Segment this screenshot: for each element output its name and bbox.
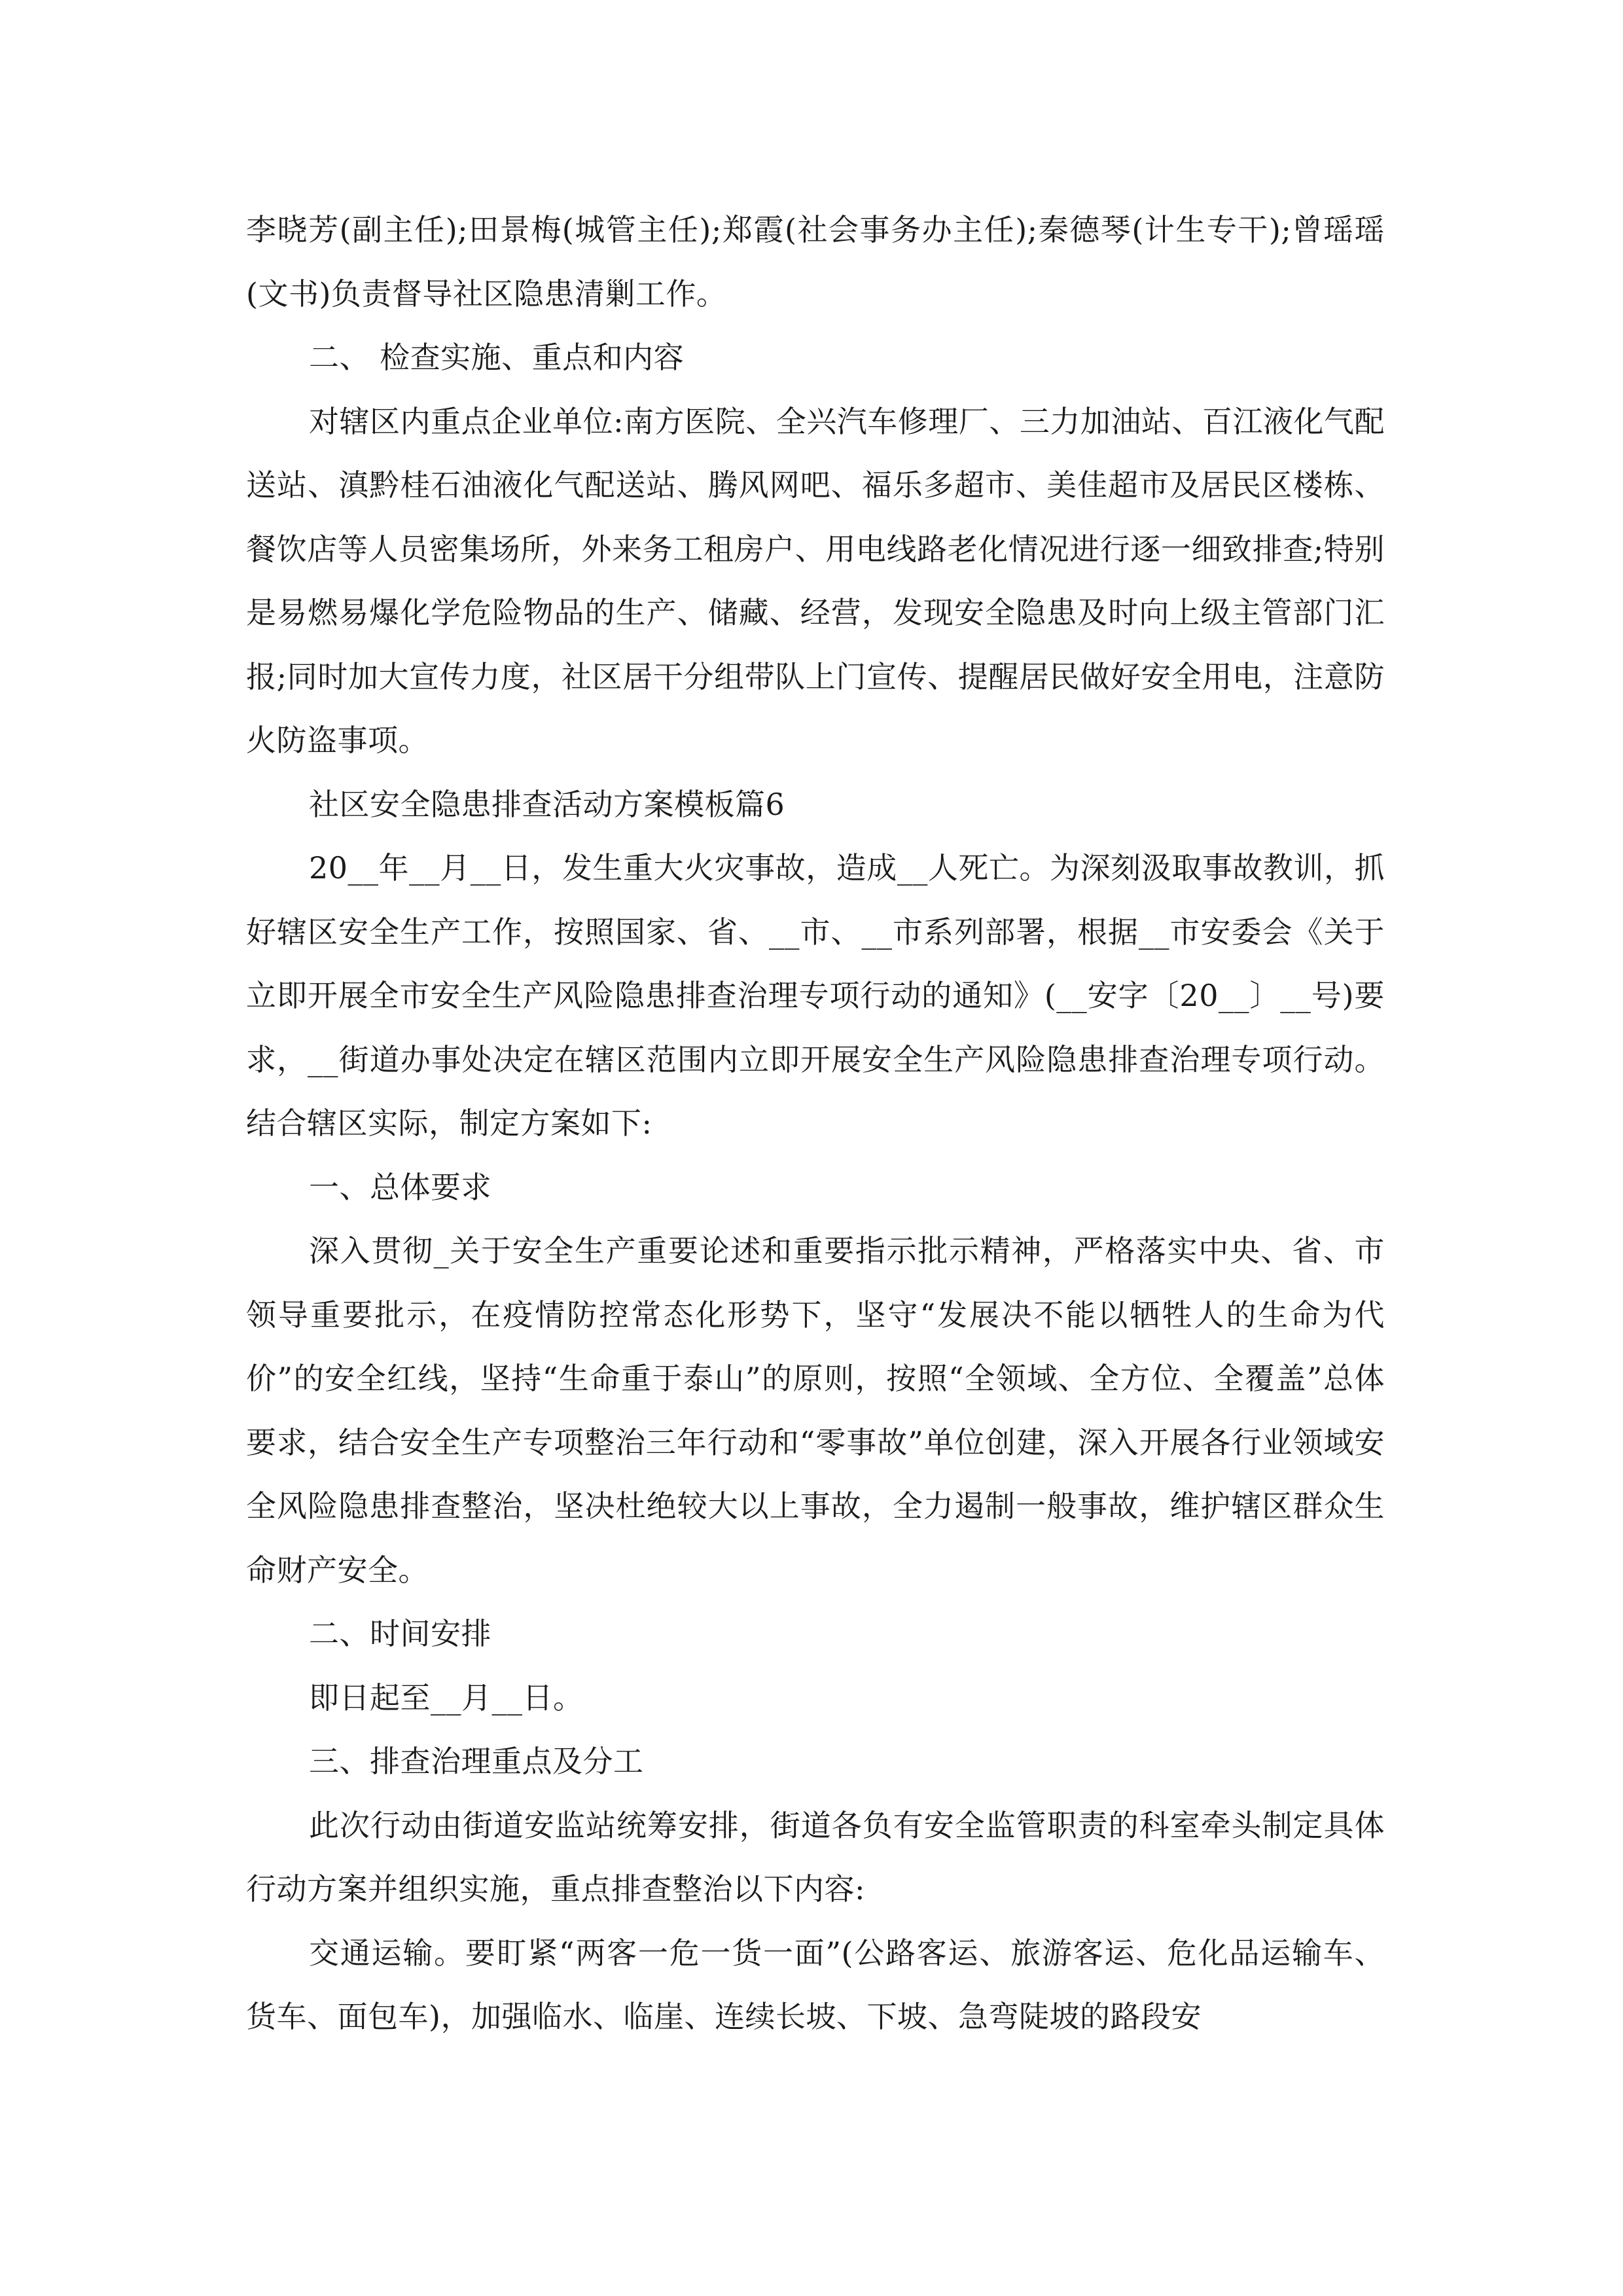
section-heading-focus-division: 三、排查治理重点及分工 — [309, 1744, 644, 1779]
section-heading-inspection: 二、 检查实施、重点和内容 — [309, 340, 685, 375]
paragraph-background: 20__年__月__日，发生重大火灾事故，造成__人死亡。为深刻汲取事故教训，抓好辖区安全生产工作，按照国家、省、__市、__市系列部署，根据__市安委会《关于立即开展全市安全生产风险隐患排查治理专项行动的通知》(__安字〔20__〕__号)要求，__街道办事处决定在辖区范围内立即开展安全生产风险隐患排查治理专项行动。结合辖区实际，制定方案如下: — [246, 850, 1385, 1141]
document-section-title: 社区安全隐患排查活动方案模板篇6 — [309, 786, 785, 822]
section-heading-general-requirements: 一、总体要求 — [309, 1169, 491, 1205]
paragraph-schedule: 即日起至__月__日。 — [309, 1679, 584, 1715]
paragraph-action-arrangement: 此次行动由街道安监站统筹安排，街道各负有安全监管职责的科室牵头制定具体行动方案并组织实施，重点排查整治以下内容: — [246, 1807, 1385, 1907]
paragraph-transportation: 交通运输。要盯紧“两客一危一货一面”(公路客运、旅游客运、危化品运输车、货车、面包车)，加强临水、临崖、连续长坡、下坡、急弯陡坡的路段安 — [246, 1935, 1385, 2034]
section-heading-schedule: 二、时间安排 — [309, 1616, 491, 1651]
paragraph-general-requirements: 深入贯彻_关于安全生产重要论述和重要指示批示精神，严格落实中央、省、市领导重要批示，在疫情防控常态化形势下，坚守“发展决不能以牺牲人的生命为代价”的安全红线，坚持“生命重于泰山”的原则，按照“全领域、全方位、全覆盖”总体要求，结合安全生产专项整治三年行动和“零事故”单位创建，深入开展各行业领域安全风险隐患排查整治，坚决杜绝较大以上事故，全力遏制一般事故，维护辖区群众生命财产安全。 — [246, 1233, 1385, 1588]
paragraph-staff-list: 李晓芳(副主任);田景梅(城管主任);郑霞(社会事务办主任);秦德琴(计生专干);曾瑶瑶(文书)负责督导社区隐患清剿工作。 — [246, 212, 1385, 312]
document-body — [246, 198, 1385, 2049]
paragraph-inspection-targets: 对辖区内重点企业单位:南方医院、全兴汽车修理厂、三力加油站、百江液化气配送站、滇黔桂石油液化气配送站、腾风网吧、福乐多超市、美佳超市及居民区楼栋、餐饮店等人员密集场所，外来务工租房户、用电线路老化情况进行逐一细致排查;特别是易燃易爆化学危险物品的生产、储藏、经营，发现安全隐患及时向上级主管部门汇报;同时加大宣传力度，社区居干分组带队上门宣传、提醒居民做好安全用电，注意防火防盗事项。 — [246, 403, 1385, 758]
